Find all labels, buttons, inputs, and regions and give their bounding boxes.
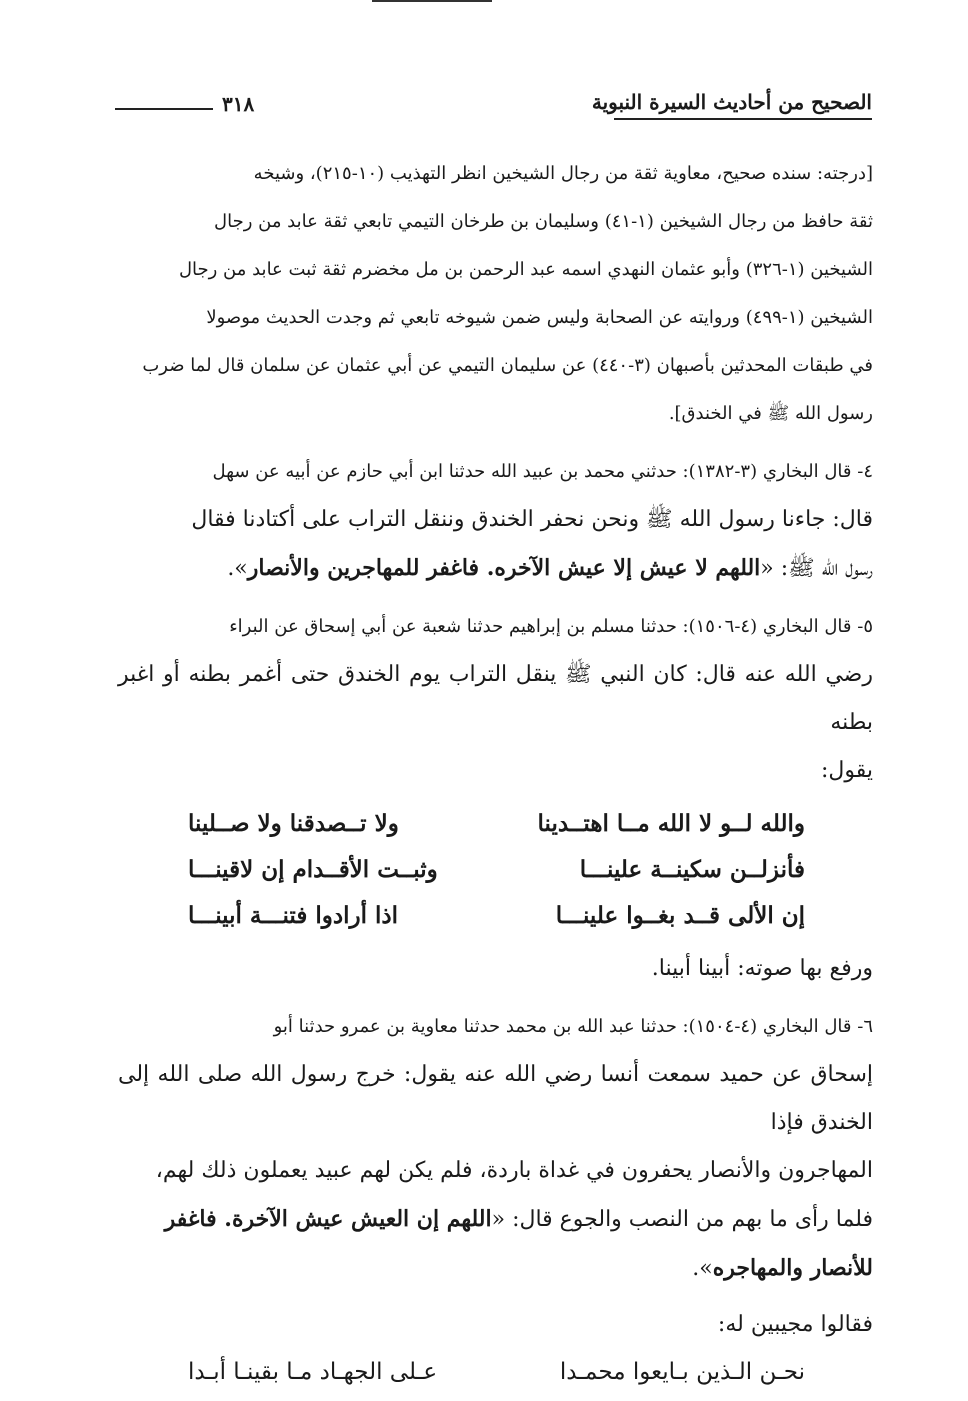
grading-line: الشيخين (١-٤٩٩) وروايته عن الصحابة وليس ضمن شيوخه تابعي ثم وجدت الحديث موصولا <box>206 307 873 328</box>
hadith-4 <box>118 448 873 593</box>
grading-paragraph <box>118 150 873 438</box>
hadith-text-line: يقول: <box>820 758 873 783</box>
verse-second-hemistich: وثبــت الأقــدام إن لاقينـــا <box>188 856 438 883</box>
hadith-isnad: ٤- قال البخاري (٣-١٣٨٢): حدثني محمد بن عبيد الله حدثنا ابن أبي حازم عن أبيه عن سهل <box>212 461 873 482</box>
hadith-closing: ورفع بها صوته: أبينا أبينا. <box>651 956 873 981</box>
reply-intro: فقالوا مجيبين له: <box>717 1312 873 1337</box>
hadith-text-line: رضي الله عنه قال: كان النبي ﷺ ينقل التراب يوم الخندق حتى أغمر بطنه أو اغبر بطنه <box>118 662 873 735</box>
hadith-6 <box>118 1003 873 1395</box>
title-underline <box>614 118 872 120</box>
poem-verse <box>118 847 873 893</box>
text-segment: فلما رأى ما بهم من النصب والجوع قال: « <box>491 1207 873 1232</box>
hadith-text-line: إسحاق عن حميد سمعت أنسا رضي الله عنه يقول: خرج رسول الله صلى الله إلى الخندق فإذا <box>118 1062 873 1135</box>
hadith-isnad: ٥- قال البخاري (٤-١٥٠٦): حدثنا مسلم بن إبراهيم حدثنا شعبة عن أبي إسحاق عن البراء <box>229 616 873 637</box>
verse-first-hemistich: إن الألى قــد بغــوا علينـــا <box>555 902 805 929</box>
verse-first-hemistich: والله لــو لا الله مــا اهتــدينا <box>537 810 805 837</box>
grading-line: رسول الله ﷺ في الخندق]. <box>668 403 873 424</box>
verse-second-hemistich: عـلى الجهـاد مـا بقينـا أبـدا <box>188 1359 438 1385</box>
page-header <box>115 88 872 122</box>
verse-first-hemistich: نحـن الـذين بـايعوا محمـدا <box>559 1359 805 1385</box>
hadith-isnad: ٦- قال البخاري (٤-١٥٠٤): حدثنا عبد الله بن محمد حدثنا معاوية بن عمرو حدثنا أبو <box>273 1016 873 1037</box>
text-segment: ». <box>692 1256 713 1281</box>
poem-verse <box>118 801 873 847</box>
bold-quote: اللهم إن العيش عيش الآخرة. فاغفر <box>164 1206 492 1232</box>
hadith-text-line: قال: جاءنا رسول الله ﷺ ونحن نحفر الخندق وننقل التراب على أكتادنا فقال <box>191 507 873 532</box>
poem-verse <box>118 1349 873 1395</box>
poem-verse <box>118 893 873 939</box>
page-number: ٣١٨ <box>222 92 255 116</box>
hadith-5 <box>118 603 873 993</box>
verse-first-hemistich: فأنزلــن سكينــة علينـــا <box>579 856 805 883</box>
page-body <box>118 150 873 1395</box>
grading-line: في طبقات المحدثين بأصبهان (٣-٤٤٠) عن سليمان التيمي عن أبي عثمان عن سلمان قال لما ضرب <box>142 355 873 376</box>
bold-quote: للأنصار والمهاجره <box>712 1255 873 1281</box>
top-rule <box>372 0 492 2</box>
verse-second-hemistich: اذا أرادوا فتنـــة أبينـــا <box>188 902 398 929</box>
hadith-text-line <box>118 1244 873 1293</box>
running-title: الصحيح من أحاديث السيرة النبوية <box>591 90 872 114</box>
grading-line: الشيخين (١-٣٢٦) وأبو عثمان النهدي اسمه عبد الرحمن بن مل مخضرم ثقة ثبت عابد من رجال <box>178 259 873 280</box>
grading-line: [درجته: سنده صحيح، معاوية ثقة من رجال الشيخين انظر التهذيب (١٠-٢١٥)، وشيخه <box>253 163 873 184</box>
text-segment: ». <box>227 556 248 581</box>
hadith-text-line: المهاجرون والأنصار يحفرون في غداة باردة، فلم يكن لهم عبيد يعملون ذلك لهم، <box>155 1158 873 1183</box>
text-segment: رسول الله ﷺ: « <box>760 556 873 581</box>
grading-line: ثقة حافظ من رجال الشيخين (١-٤١) وسليمان بن طرخان التيمي تابعي ثقة عابد من رجال <box>214 211 873 232</box>
hadith-text-line <box>118 544 873 593</box>
page-number-rule <box>115 108 213 110</box>
bold-quote: اللهم لا عيش إلا عيش الآخره. فاغفر للمهاجرين والأنصار <box>247 555 761 581</box>
hadith-text-line <box>118 1195 873 1244</box>
verse-second-hemistich: ولا تــصدقنا ولا صــلينا <box>188 810 399 837</box>
